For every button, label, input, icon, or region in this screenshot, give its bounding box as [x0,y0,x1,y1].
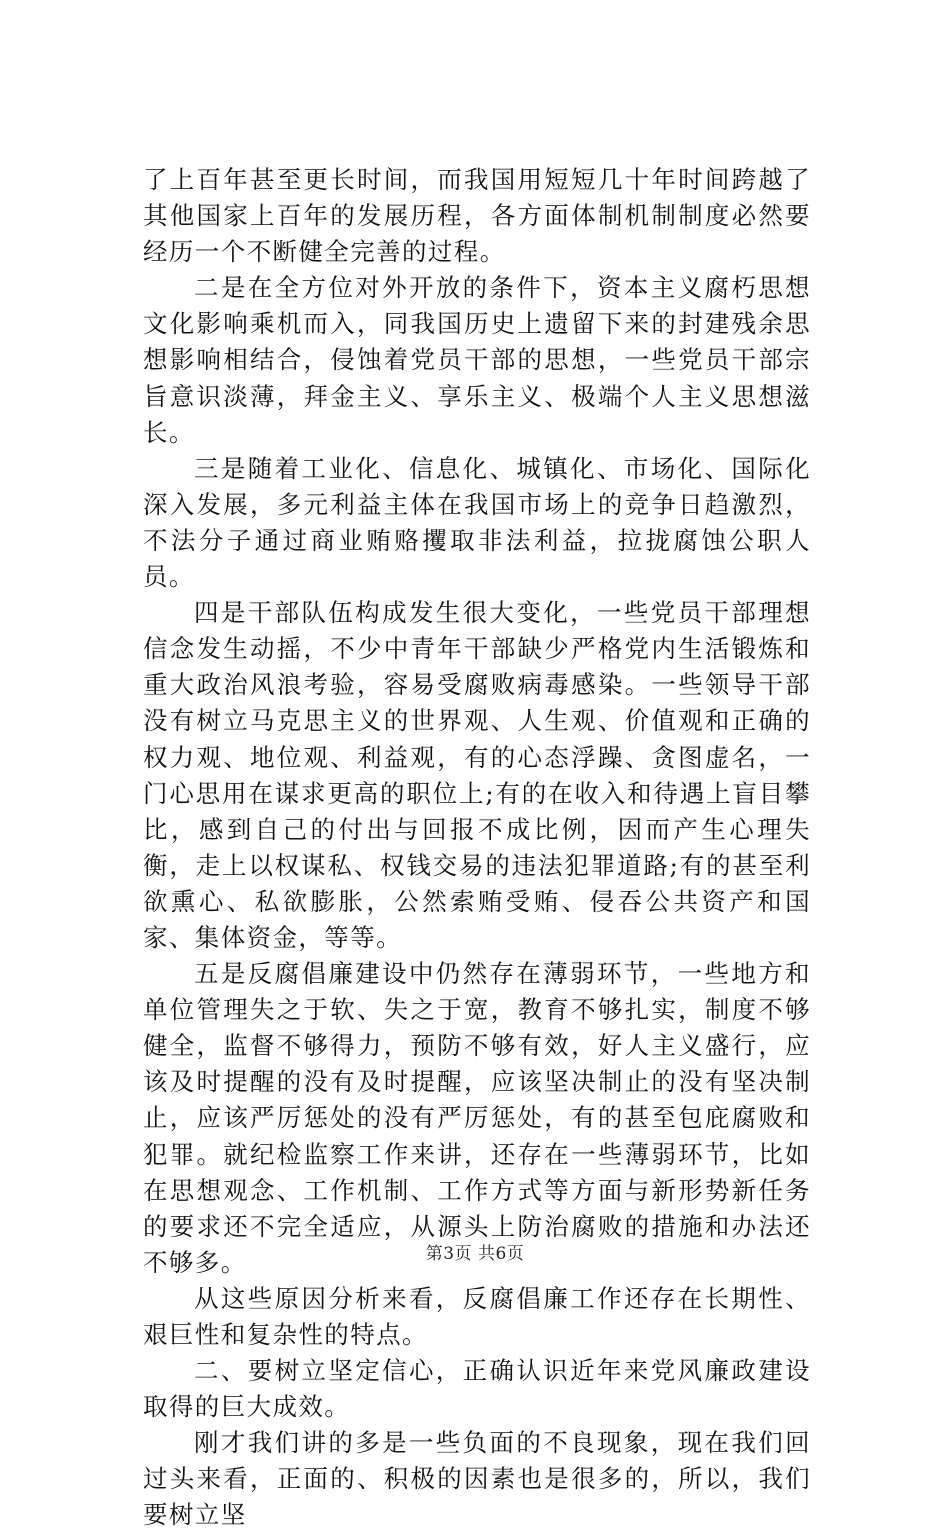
document-body [143,162,811,1534]
paragraph-point-three: 三是随着工业化、信息化、城镇化、市场化、国际化深入发展，多元利益主体在我国市场上的竞争日趋激烈，不法分子通过商业贿赂攫取非法利益，拉拢腐蚀公职人员。 [143,453,811,592]
paragraph-point-two: 二是在全方位对外开放的条件下，资本主义腐朽思想文化影响乘机而入，同我国历史上遗留下来的封建残余思想影响相结合，侵蚀着党员干部的思想，一些党员干部宗旨意识淡薄，拜金主义、享乐主义、极端个人主义思想滋长。 [143,273,811,447]
section-heading-two: 二、要树立坚定信心，正确认识近年来党风廉政建设取得的巨大成效。 [143,1356,811,1422]
paragraph-point-four: 四是干部队伍构成发生很大变化，一些党员干部理想信念发生动摇，不少中青年干部缺少严格党内生活锻炼和重大政治风浪考验，容易受腐败病毒感染。一些领导干部没有树立马克思主义的世界观、人生观、价值观和正确的权力观、地位观、利益观，有的心态浮躁、贪图虚名，一门心思用在谋求更高的职位上;有的在收入和待遇上盲目攀比，感到自己的付出与回报不成比例，因而产生心理失衡，走上以权谋私、权钱交易的违法犯罪道路;有的甚至利欲熏心、私欲膨胀，公然索贿受贿、侵吞公共资产和国家、集体资金，等等。 [143,598,811,952]
paragraph-continuation: 了上百年甚至更长时间，而我国用短短几十年时间跨越了其他国家上百年的发展历程，各方面体制机制制度必然要经历一个不断健全完善的过程。 [143,165,811,267]
page-number-footer: 第3页 共6页 [425,1244,525,1264]
paragraph-summary: 从这些原因分析来看，反腐倡廉工作还存在长期性、艰巨性和复杂性的特点。 [143,1283,811,1349]
paragraph-section-two-intro: 刚才我们讲的多是一些负面的不良现象，现在我们回过头来看，正面的、积极的因素也是很多的，所以，我们要树立坚 [143,1428,811,1530]
paragraph-point-five: 五是反腐倡廉建设中仍然存在薄弱环节，一些地方和单位管理失之于软、失之于宽，教育不够扎实，制度不够健全，监督不够得力，预防不够有效，好人主义盛行，应该及时提醒的没有及时提醒，应该坚决制止的没有坚决制止，应该严厉惩处的没有严厉惩处，有的甚至包庇腐败和犯罪。就纪检监察工作来讲，还存在一些薄弱环节，比如在思想观念、工作机制、工作方式等方面与新形势新任务的要求还不完全适应，从源头上防治腐败的措施和办法还不够多。 [143,959,811,1277]
